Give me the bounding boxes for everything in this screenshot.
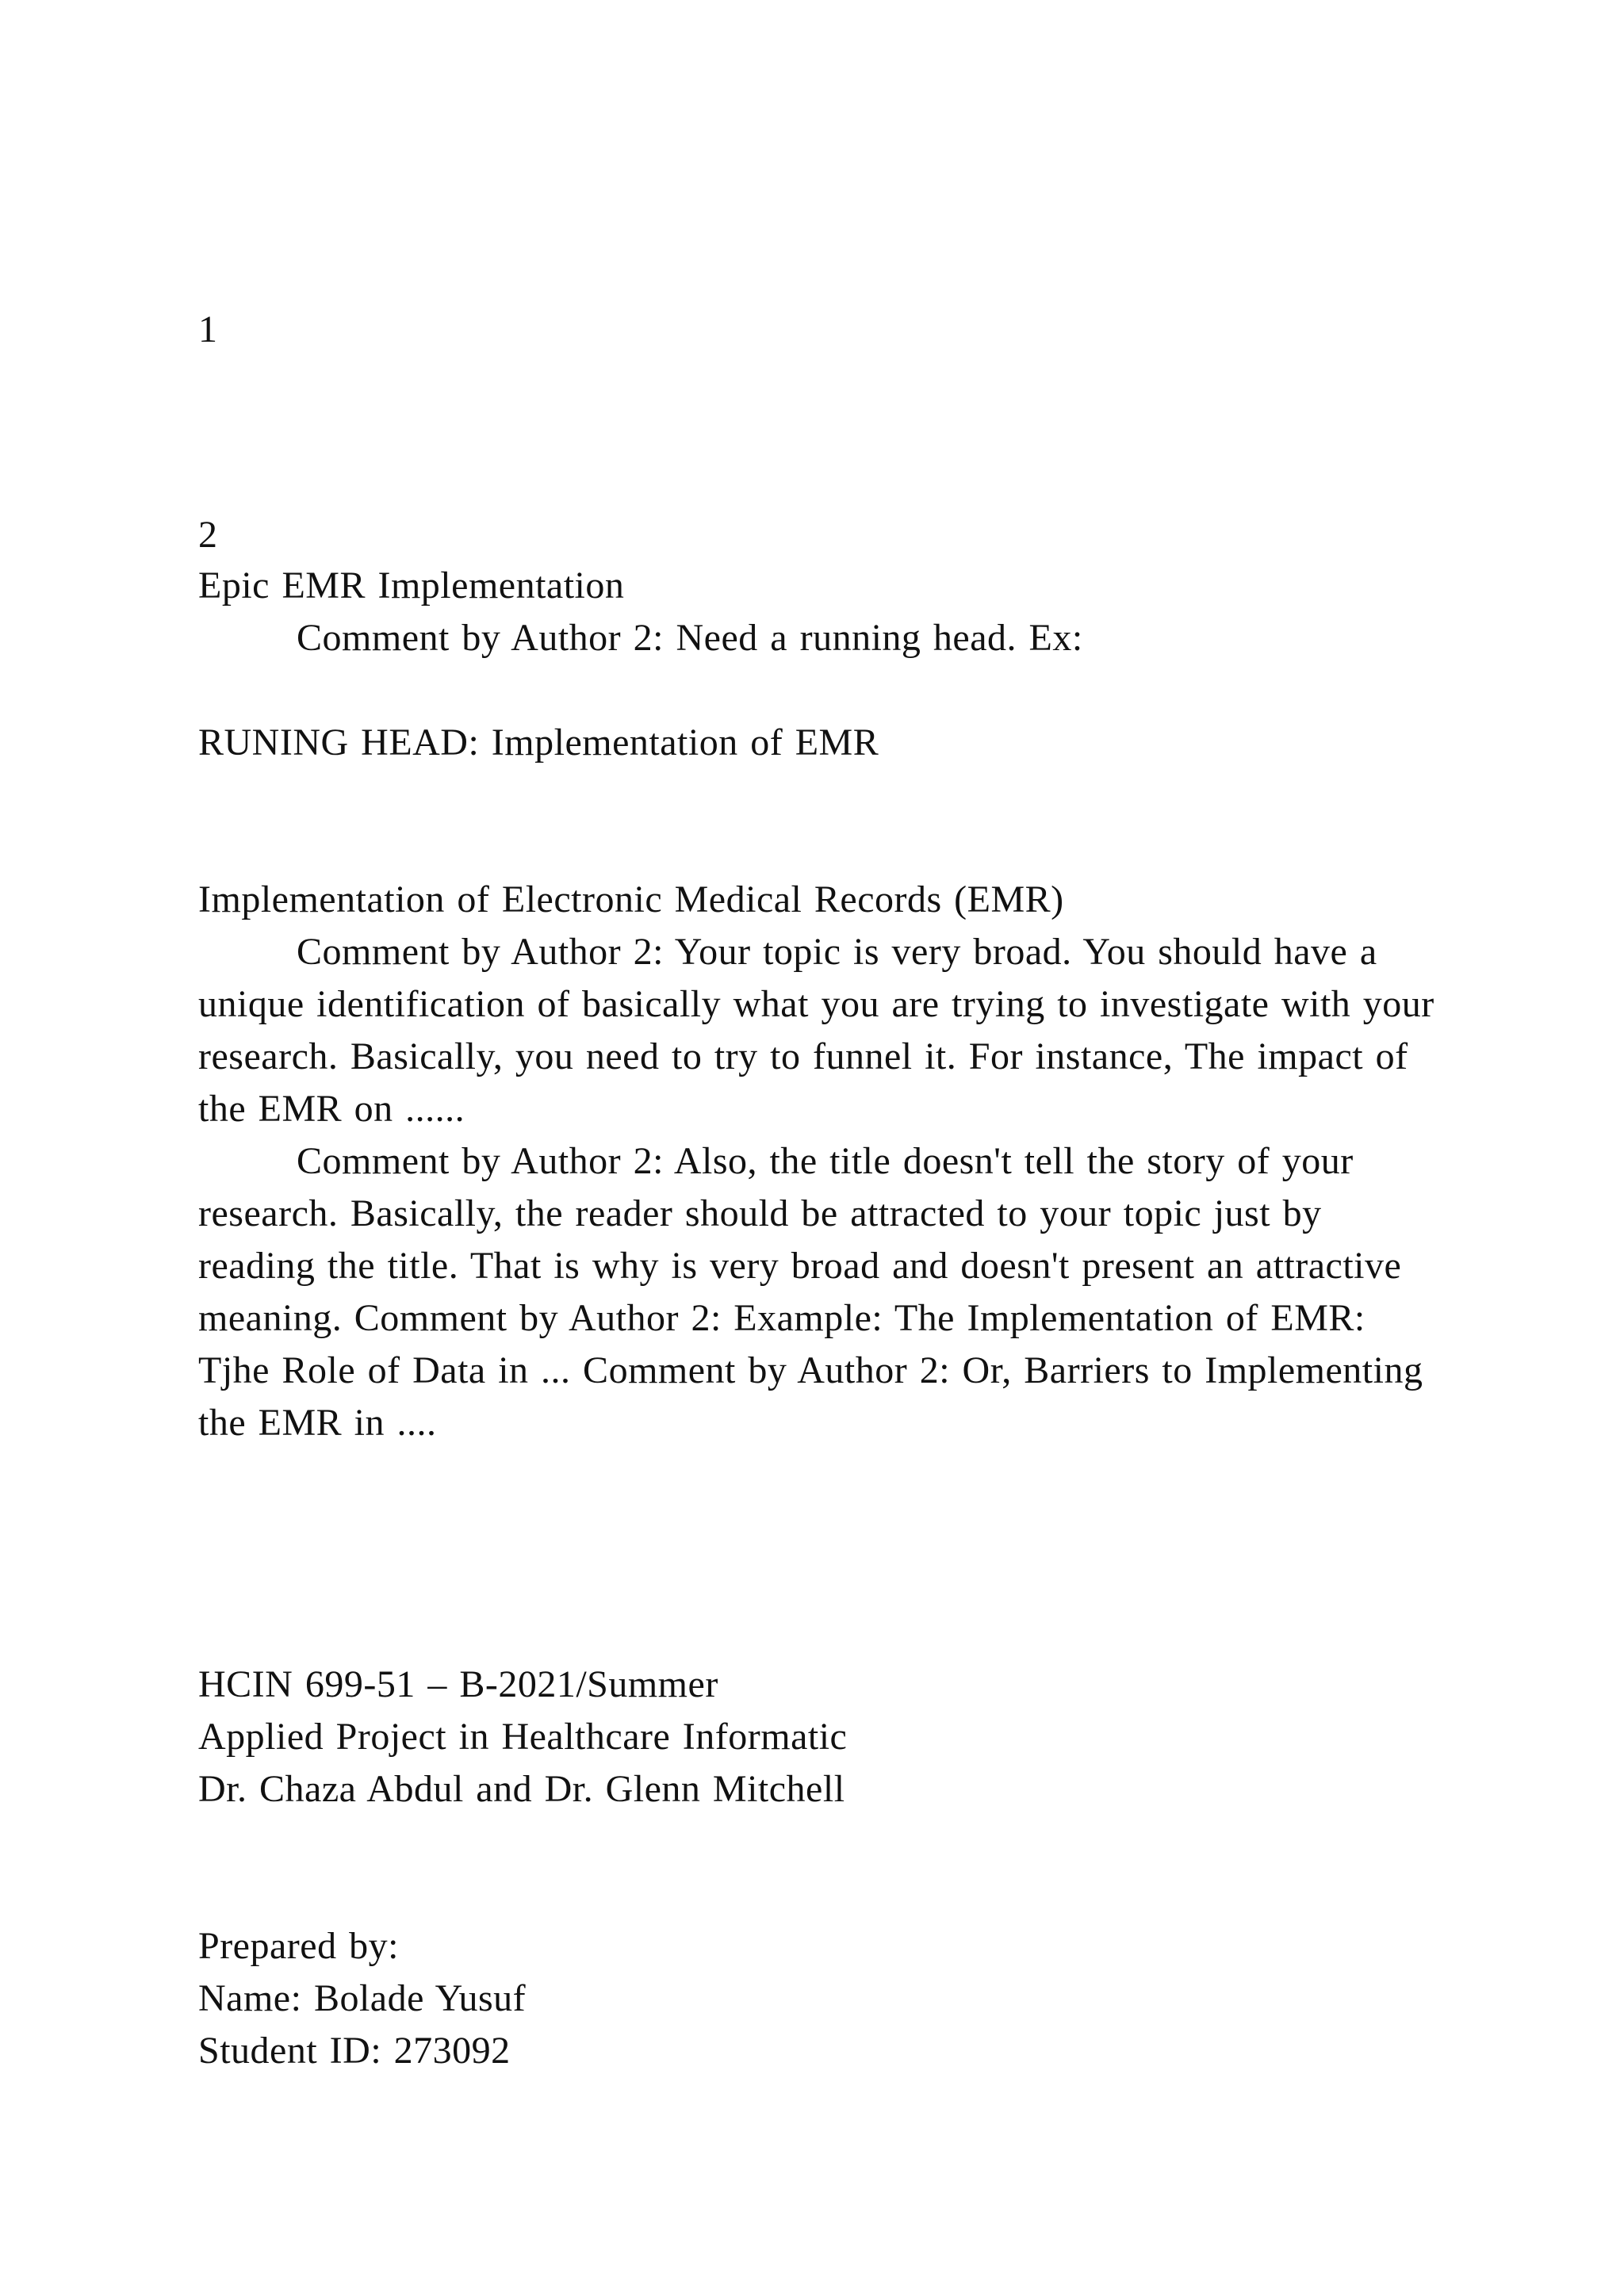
prepared-by-label: Prepared by: <box>198 1925 399 1967</box>
full-title: Implementation of Electronic Medical Records (EMR) <box>198 878 1064 920</box>
course-name: Applied Project in Healthcare Informatic <box>198 1716 848 1758</box>
comment-topic-broad: Comment by Author 2: Your topic is very broad. You should have a unique identification of basically what you are trying to investigate with your research. Basically, you need to try to funnel it. For instance, The impact of the EMR on ...... <box>198 931 1434 1130</box>
student-id: Student ID: 273092 <box>198 2030 511 2072</box>
page-number-2: 2 <box>198 514 218 556</box>
student-name: Name: Bolade Yusuf <box>198 1977 527 2019</box>
page-number-1: 1 <box>198 308 218 350</box>
course-instructors: Dr. Chaza Abdul and Dr. Glenn Mitchell <box>198 1768 845 1810</box>
running-head-example: RUNING HEAD: Implementation of EMR <box>198 721 879 763</box>
short-title: Epic EMR Implementation <box>198 564 625 607</box>
course-code: HCIN 699-51 – B-2021/Summer <box>198 1663 718 1705</box>
comment-title-story: Comment by Author 2: Also, the title doesn't tell the story of your research. Basically, the reader should be attracted to your topic just by reading the title. That is why is very broad and doesn't present an attractive meaning. Comment by Author 2: Example: The Implementation of EMR: Tjhe Role of Data in ... Comment by Author 2: Or, Barriers to Implementing the EMR in .... <box>198 1140 1423 1444</box>
comment-running-head: Comment by Author 2: Need a running head. Ex: <box>297 617 1083 659</box>
